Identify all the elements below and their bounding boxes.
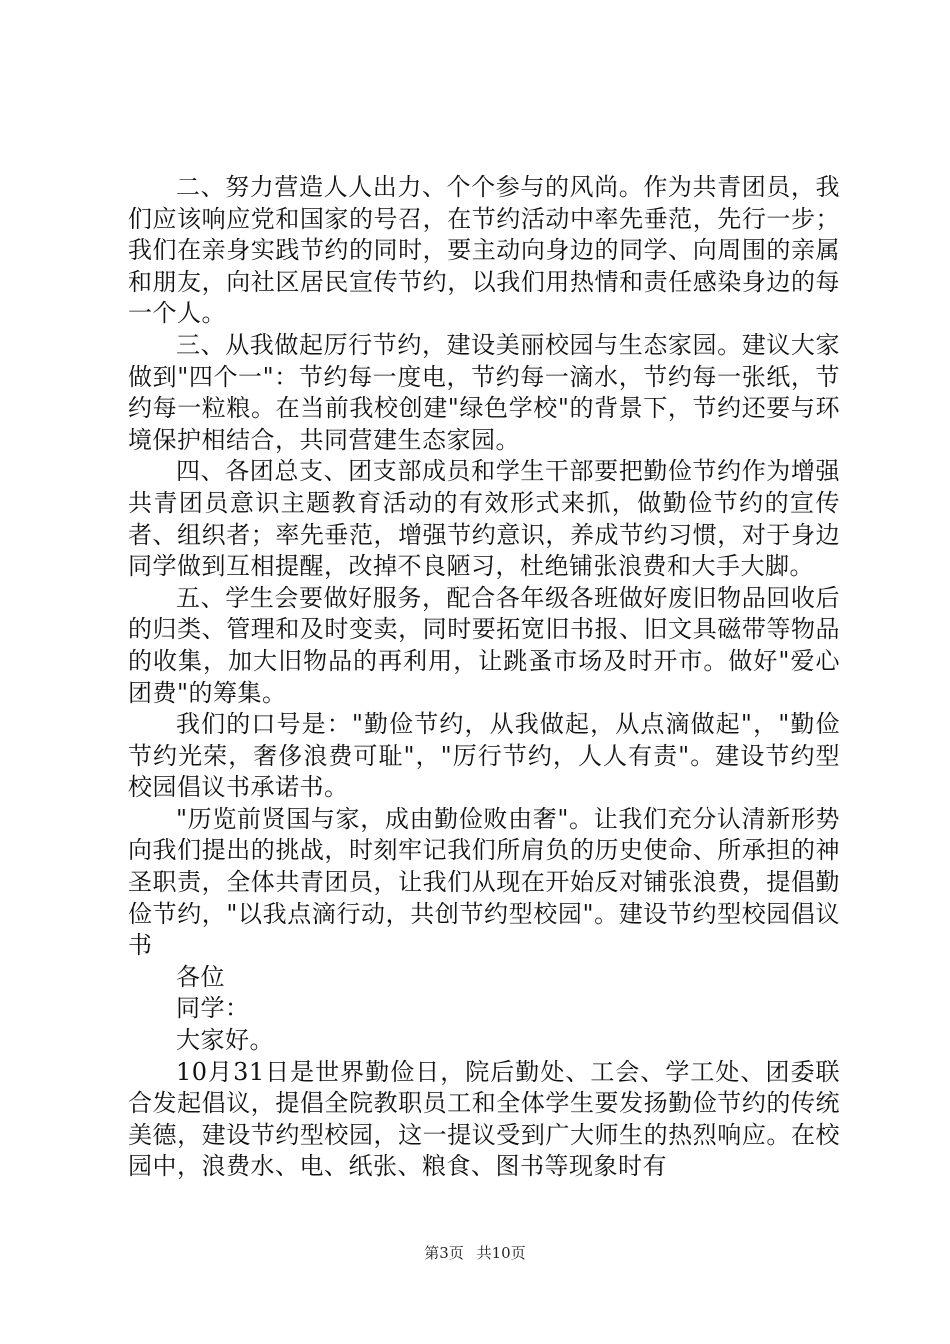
greeting-line: 大家好。 (176, 1026, 274, 1055)
page-footer (0, 1242, 950, 1263)
salutation-line-1: 各位 (176, 962, 225, 991)
paragraph-3: 三、从我做起厉行节约，建设美丽校园与生态家园。建议大家做到"四个一"：节约每一度电，节约每一滴水，节约每一张纸，节约每一粒粮。在当前我校创建"绿色学校"的背景下，节约还要与环境保护相结合，共同营建生态家园。 (128, 330, 840, 454)
document-body (128, 172, 840, 1183)
salutation-line-2: 同学： (176, 994, 250, 1023)
page-number: 第3页 (424, 1244, 464, 1262)
paragraph-4: 四、各团总支、团支部成员和学生干部要把勤俭节约作为增强共青团员意识主题教育活动的有效形式来抓，做勤俭节约的宣传者、组织者；率先垂范，增强节约意识，养成节约习惯，对于身边同学做到互相提醒，改掉不良陋习，杜绝铺张浪费和大手大脚。 (128, 457, 840, 581)
page-total: 共10页 (476, 1244, 526, 1262)
slogan-paragraph: 我们的口号是："勤俭节约，从我做起，从点滴做起"，"勤俭节约光荣，奢侈浪费可耻"，"厉行节约，人人有责"。建设节约型校园倡议书承诺书。 (128, 710, 840, 802)
closing-paragraph: "历览前贤国与家，成由勤俭败由奢"。让我们充分认清新形势向我们提出的挑战，时刻牢记我们所肩负的历史使命、所承担的神圣职责，全体共青团员，让我们从现在开始反对铺张浪费，提倡勤俭节约，"以我点滴行动，共创节约型校园"。建设节约型校园倡议书 (128, 804, 840, 960)
paragraph-5: 五、学生会要做好服务，配合各年级各班做好废旧物品回收后的归类、管理和及时变卖，同时要拓宽旧书报、旧文具磁带等物品的收集，加大旧物品的再利用，让跳蚤市场及时开市。做好"爱心团费"的筹集。 (128, 583, 840, 707)
intro-paragraph: 10月31日是世界勤俭日，院后勤处、工会、学工处、团委联合发起倡议，提倡全院教职员工和全体学生要发扬勤俭节约的传统美德，建设节约型校园，这一提议受到广大师生的热烈响应。在校园中，浪费水、电、纸张、粮食、图书等现象时有 (128, 1057, 840, 1181)
paragraph-2: 二、努力营造人人出力、个个参与的风尚。作为共青团员，我们应该响应党和国家的号召，在节约活动中率先垂范，先行一步；我们在亲身实践节约的同时，要主动向身边的同学、向周围的亲属和朋友，向社区居民宣传节约，以我们用热情和责任感染身边的每一个人。 (128, 173, 840, 328)
